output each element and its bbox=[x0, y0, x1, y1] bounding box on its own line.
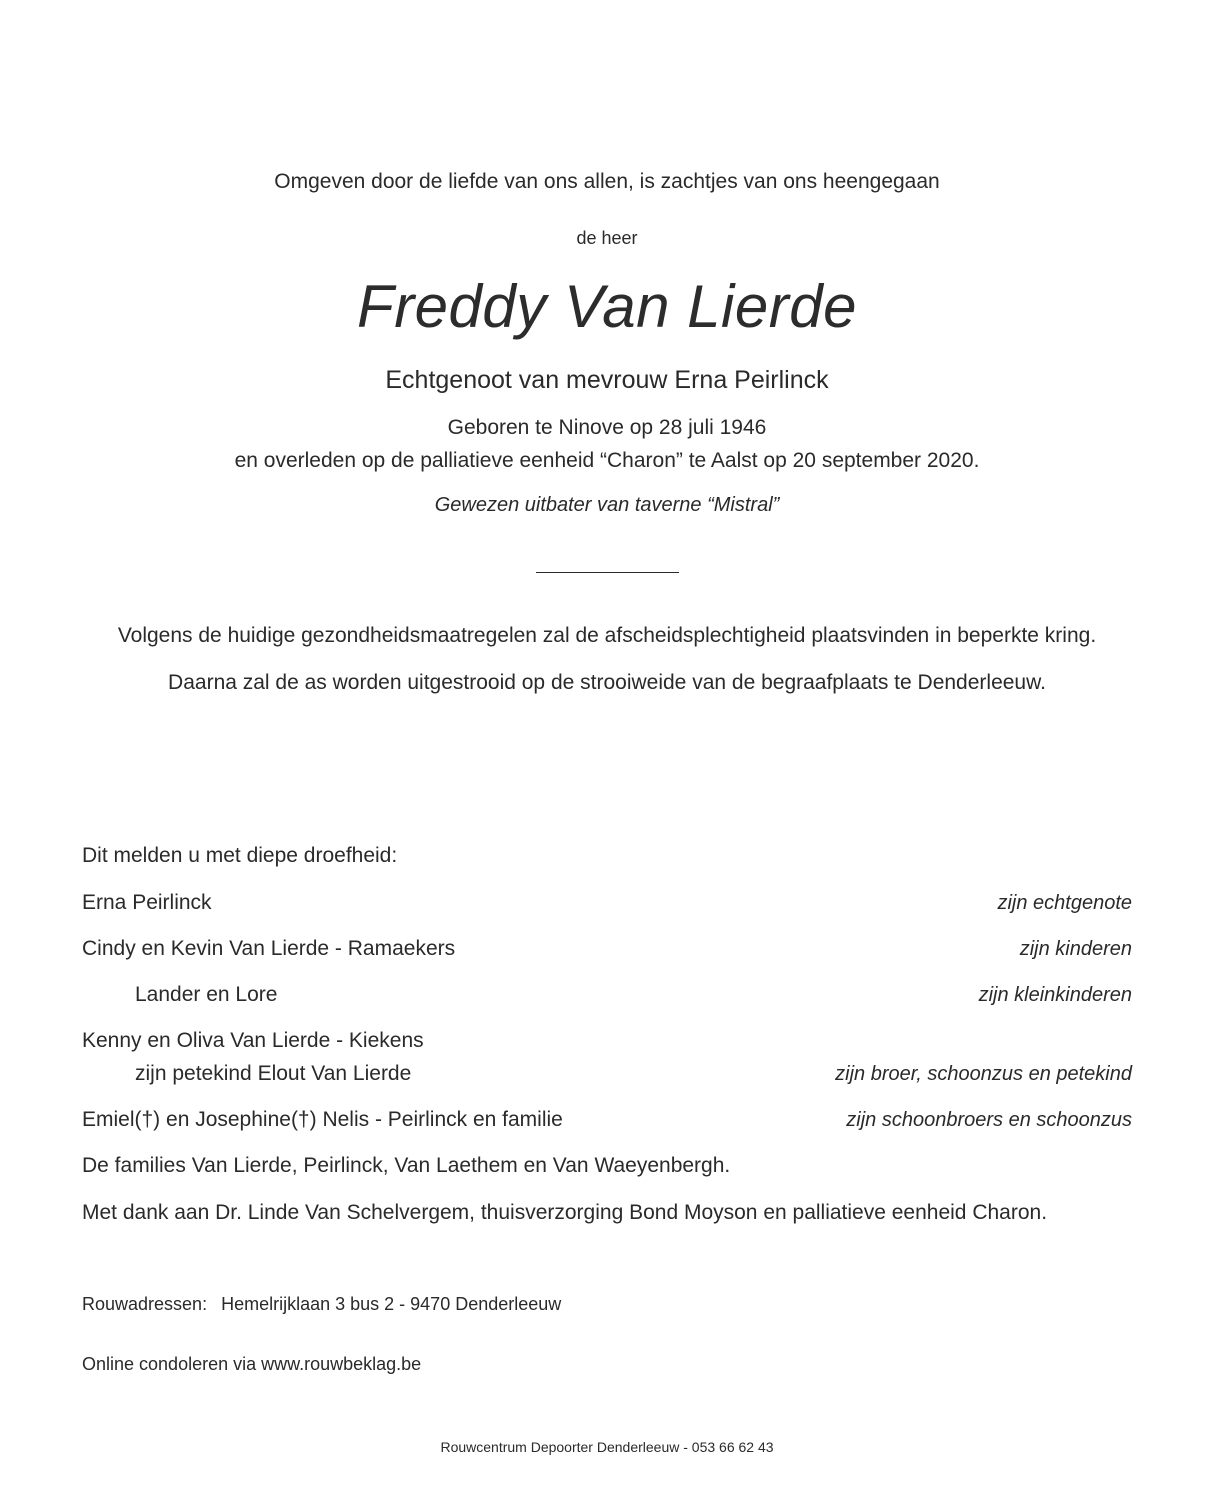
family-member-relation: zijn kinderen bbox=[1019, 938, 1132, 960]
family-member-relation: zijn kleinkinderen bbox=[978, 984, 1132, 1006]
deceased-name: Freddy Van Lierde bbox=[357, 273, 857, 340]
family-member-name: Erna Peirlinck bbox=[82, 891, 212, 914]
address-line bbox=[82, 1294, 561, 1315]
family-member-name-line2: zijn petekind Elout Van Lierde bbox=[135, 1062, 412, 1085]
families-line: De families Van Lierde, Peirlinck, Van Laethem en Van Waeyenbergh. bbox=[82, 1154, 731, 1177]
divider-line bbox=[536, 572, 679, 573]
family-member-name: Emiel(†) en Josephine(†) Nelis - Peirlinck en familie bbox=[82, 1108, 563, 1131]
family-member-relation: zijn echtgenote bbox=[997, 892, 1132, 914]
family-member-relation: zijn broer, schoonzus en petekind bbox=[835, 1063, 1132, 1085]
announcement-intro: Dit melden u met diepe droefheid: bbox=[82, 844, 398, 867]
family-member-name: Lander en Lore bbox=[135, 983, 278, 1006]
occupation-line: Gewezen uitbater van taverne “Mistral” bbox=[434, 494, 780, 516]
family-member-name: Kenny en Oliva Van Lierde - Kiekens bbox=[82, 1029, 424, 1052]
family-member-relation: zijn schoonbroers en schoonzus bbox=[846, 1109, 1132, 1131]
birth-line: Geboren te Ninove op 28 juli 1946 bbox=[447, 416, 767, 439]
ceremony-line-1: Volgens de huidige gezondheidsmaatregelen zal de afscheidsplechtigheid plaatsvinden in beperkte kring. bbox=[117, 624, 1097, 647]
title-prefix: de heer bbox=[576, 228, 638, 248]
funeral-home-footer: Rouwcentrum Depoorter Denderleeuw - 053 66 62 43 bbox=[440, 1439, 774, 1455]
address-label: Rouwadressen: bbox=[82, 1294, 208, 1314]
online-condolence-line: Online condoleren via www.rouwbeklag.be bbox=[82, 1354, 422, 1374]
death-line: en overleden op de palliatieve eenheid “Charon” te Aalst op 20 september 2020. bbox=[234, 449, 980, 472]
thanks-line: Met dank aan Dr. Linde Van Schelvergem, thuisverzorging Bond Moyson en palliatieve eenheid Charon. bbox=[82, 1201, 1048, 1224]
address-value: Hemelrijklaan 3 bus 2 - 9470 Denderleeuw bbox=[221, 1294, 562, 1314]
family-member-name: Cindy en Kevin Van Lierde - Ramaekers bbox=[82, 937, 456, 960]
ceremony-line-2: Daarna zal de as worden uitgestrooid op de strooiweide van de begraafplaats te Denderleeuw. bbox=[168, 671, 1046, 694]
intro-text: Omgeven door de liefde van ons allen, is zachtjes van ons heengegaan bbox=[274, 170, 940, 193]
spouse-line: Echtgenoot van mevrouw Erna Peirlinck bbox=[385, 366, 829, 394]
